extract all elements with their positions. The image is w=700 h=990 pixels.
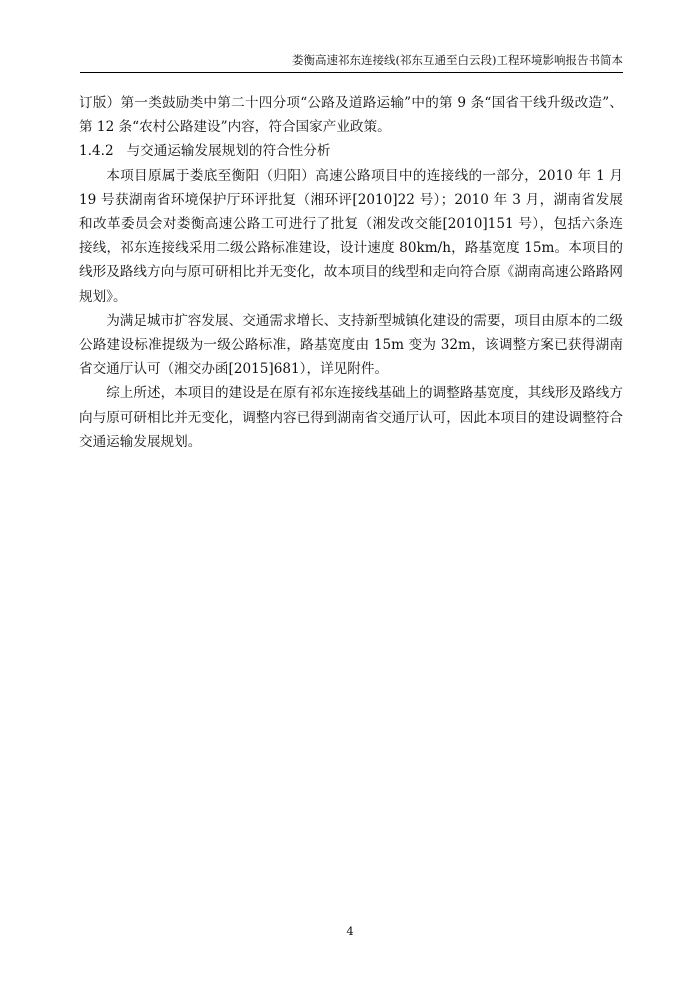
section-number: 1.4.2 — [79, 143, 114, 160]
header-rule — [80, 72, 623, 73]
paragraph-3: 综上所述，本项目的建设是在原有祁东连接线基础上的调整路基宽度，其线形及路线方向与原可研相比并无变化，调整内容已得到湖南省交通厅认可，因此本项目的建设调整符合交通运输发展规划。 — [79, 385, 623, 450]
page-number: 4 — [346, 924, 354, 938]
paragraph-2: 为满足城市扩容发展、交通需求增长、支持新型城镇化建设的需要，项目由原本的二级公路建设标准提级为一级公路标准，路基宽度由 15m 变为 32m，该调整方案已获得湖南省交通厅认可（湘交办函[2015]681），详见附件。 — [79, 312, 623, 378]
running-header: 娄衡高速祁东连接线(祁东互通至白云段)工程环境影响报告书简本 — [292, 53, 623, 67]
paragraph-1: 本项目原属于娄底至衡阳（归阳）高速公路项目中的连接线的一部分，2010 年 1 月 19 号获湖南省环境保护厅环评批复（湘环评[2010]22 号）；2010 年 3 月，湖南省发展和改革委员会对娄衡高速公路工可进行了批复（湘发改交能[2010]151 号），包括六条连接线，祁东连接线采用二级公路标准建设，设计速度 80km/h，路基宽度 15m。本项目的线形及路线方向与原可研相比并无变化，故本项目的线型和走向符合原《湖南高速公路路网规划》。 — [79, 167, 623, 305]
section-title: 与交通运输发展规划的符合性分析 — [126, 143, 331, 160]
section-heading — [79, 139, 623, 163]
body-text — [79, 91, 623, 454]
continuation-paragraph: 订版）第一类鼓励类中第二十四分项“公路及道路运输”中的第 9 条“国省干线升级改造”、第 12 条“农村公路建设”内容，符合国家产业政策。 — [79, 95, 623, 136]
